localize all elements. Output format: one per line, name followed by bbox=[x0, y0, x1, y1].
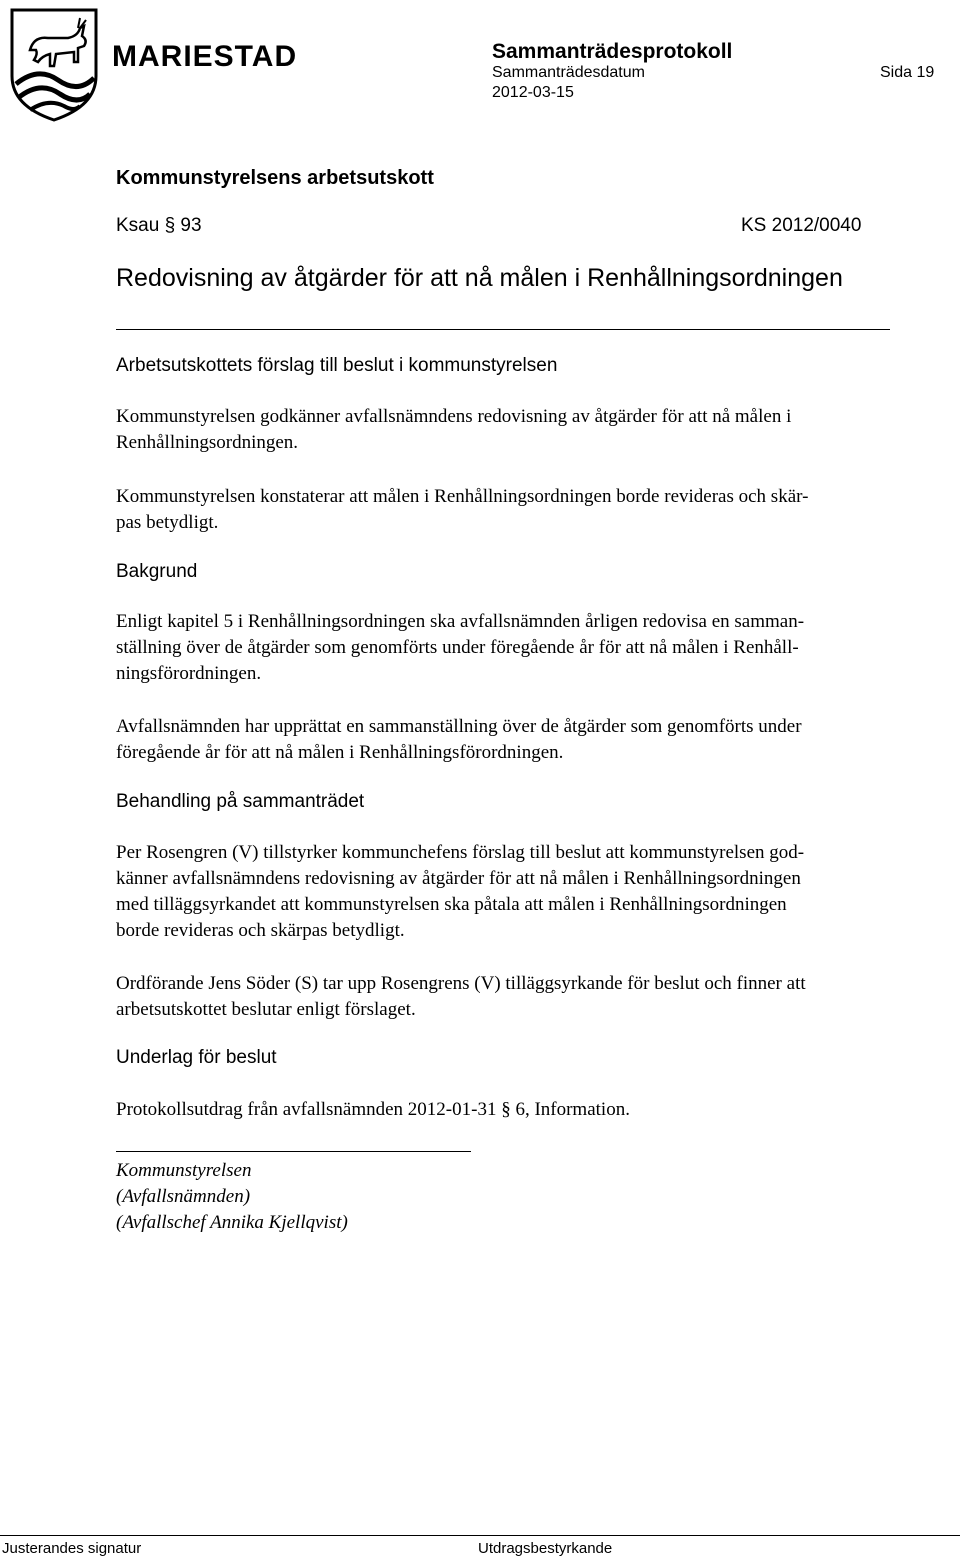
subject-title: Redovisning av åtgärder för att nå målen i Renhållningsordningen bbox=[116, 264, 843, 292]
proposal-paragraph-1: Kommunstyrelsen godkänner avfallsnämndens redovisning av åtgärder för att nå målen i Renhållningsordningen. bbox=[116, 406, 792, 453]
bakgrund-paragraph-1: Enligt kapitel 5 i Renhållningsordningen ska avfallsnämnden årligen redovisa en samman- ställning över de åtgärder som genomförts under föregående år för att nå målen i Renhåll- ningsförordningen. bbox=[116, 611, 805, 684]
bakgrund-paragraph-2: Avfallsnämnden har upprättat en sammanställning över de åtgärder som genomförts under föregående år för att nå målen i Renhållningsförordningen. bbox=[116, 716, 802, 763]
document-title: Sammanträdesprotokoll bbox=[492, 40, 733, 63]
footer-signature-label: Justerandes signatur bbox=[2, 1540, 142, 1557]
behandling-heading: Behandling på sammanträdet bbox=[116, 791, 365, 812]
distribution-item: Kommunstyrelsen bbox=[116, 1160, 252, 1181]
distribution-list bbox=[116, 1158, 348, 1236]
proposal-heading: Arbetsutskottets förslag till beslut i kommunstyrelsen bbox=[116, 355, 558, 376]
behandling-paragraph-2: Ordförande Jens Söder (S) tar upp Rosengrens (V) tilläggsyrkande för beslut och finner att arbetsutskottet beslutar enligt förslaget. bbox=[116, 973, 806, 1020]
underlag-heading: Underlag för beslut bbox=[116, 1047, 277, 1068]
committee-name: Kommunstyrelsens arbetsutskott bbox=[116, 167, 434, 189]
distribution-item: (Avfallschef Annika Kjellqvist) bbox=[116, 1212, 348, 1233]
proposal-paragraph-2: Kommunstyrelsen konstaterar att målen i Renhållningsordningen borde revideras och skär- pas betydligt. bbox=[116, 486, 809, 533]
logo-text: MARIESTAD bbox=[112, 40, 298, 73]
footer-divider bbox=[0, 1535, 960, 1536]
behandling-paragraph-1: Per Rosengren (V) tillstyrker kommunchefens förslag till beslut att kommunstyrelsen god- känner avfallsnämndens redovisning av åtgärder för att nå målen i Renhållningsordningen med tilläggsyrkandet att kommunstyrelsen ska påtala att målen i Renhållningsordningen borde revideras och skärpas betydligt. bbox=[116, 842, 805, 941]
meeting-date-label: Sammanträdesdatum bbox=[492, 64, 645, 81]
municipality-logo bbox=[8, 6, 298, 124]
title-divider bbox=[116, 329, 890, 330]
footer-extract-label: Utdragsbestyrkande bbox=[478, 1540, 613, 1557]
meeting-date: 2012-03-15 bbox=[492, 84, 574, 101]
ks-reference: KS 2012/0040 bbox=[741, 215, 862, 236]
distribution-item: (Avfallsnämnden) bbox=[116, 1186, 251, 1207]
bakgrund-heading: Bakgrund bbox=[116, 561, 198, 582]
ksau-reference: Ksau § 93 bbox=[116, 215, 202, 236]
distribution-divider bbox=[116, 1151, 471, 1152]
underlag-paragraph: Protokollsutdrag från avfallsnämnden 2012-01-31 § 6, Information. bbox=[116, 1099, 630, 1120]
page-number: Sida 19 bbox=[880, 64, 935, 81]
